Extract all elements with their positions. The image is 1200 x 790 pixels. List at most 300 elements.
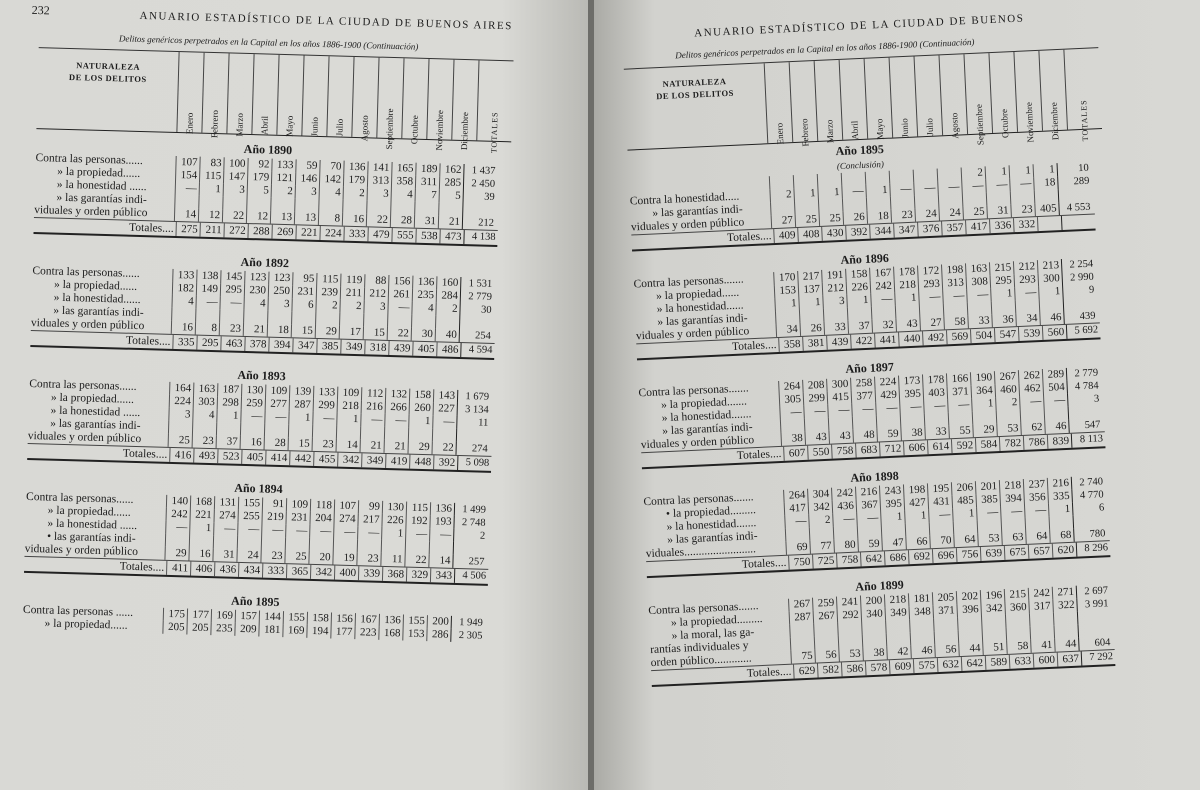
month-header-label: Septiembre — [973, 103, 986, 146]
table-cell — [1006, 627, 1031, 641]
table-cell: 367 — [856, 499, 881, 513]
table-cell — [174, 195, 198, 209]
year-heading: Año 1898 — [850, 468, 900, 485]
table-cell: 295 — [196, 336, 220, 351]
table-cell — [905, 522, 930, 536]
table-cell — [953, 520, 978, 534]
table-cell: 63 — [1001, 531, 1026, 545]
table-cell: 385 — [316, 339, 340, 354]
row-total: 257 — [452, 555, 486, 569]
table-cell: 23 — [219, 322, 243, 336]
month-header-label: Julio — [924, 117, 936, 136]
table-cell — [168, 421, 192, 435]
month-header-label: Octubre — [409, 114, 420, 145]
table-cell: 209 — [234, 623, 258, 637]
table-cell: 31 — [212, 548, 236, 562]
table-cell: 286 — [426, 628, 450, 642]
table-cell: 36 — [991, 313, 1016, 327]
table-cell: 1 — [971, 397, 996, 411]
table-cell: 32 — [871, 319, 896, 333]
table-cell: 21 — [384, 440, 408, 454]
month-header-label: Abril — [849, 120, 861, 140]
table-cell: 460 — [994, 383, 1019, 397]
table-cell: 187 — [217, 383, 241, 397]
table-cell — [390, 201, 414, 215]
table-cell: 46 — [1044, 420, 1069, 434]
table-cell — [294, 198, 318, 212]
table-cell: 368 — [382, 567, 406, 582]
table-cell: 23 — [356, 552, 380, 566]
table-cell: 417 — [965, 219, 990, 234]
table-cell: 332 — [1013, 217, 1038, 232]
table-cell: 162 — [439, 163, 463, 177]
table-cell: 69 — [785, 541, 810, 555]
table-cell — [1005, 614, 1030, 628]
row-total: 2 305 — [450, 629, 484, 643]
table-cell — [886, 632, 911, 646]
table-cell: 147 — [223, 170, 247, 184]
table-cell: 21 — [243, 323, 267, 337]
month-header-label: Marzo — [824, 119, 836, 144]
table-cell: — — [219, 296, 243, 310]
table-cell: 377 — [851, 390, 876, 404]
table-cell — [1020, 408, 1045, 422]
row-label: » la honestidad ...... — [50, 404, 141, 420]
month-header — [426, 59, 453, 151]
table-cell: 200 — [427, 615, 451, 629]
table-cell: 169 — [282, 624, 306, 638]
table-cell — [769, 175, 794, 189]
table-cell — [861, 620, 886, 634]
table-cell: 448 — [409, 455, 433, 470]
table-cell: 411 — [166, 561, 190, 576]
table-cell: — — [213, 522, 237, 536]
table-cell: 141 — [367, 161, 391, 175]
table-cell: 43 — [828, 430, 853, 444]
table-cell: 317 — [1028, 600, 1053, 614]
table-cell: 51 — [982, 641, 1007, 655]
table-cell — [895, 305, 920, 319]
table-cell: 219 — [261, 511, 285, 525]
table-cell: 430 — [821, 226, 846, 241]
table-cell: 149 — [196, 283, 220, 297]
table-cell — [438, 202, 462, 216]
table-cell: 298 — [217, 396, 241, 410]
row-label: viduales y orden público — [24, 542, 139, 559]
month-header — [839, 59, 868, 140]
table-cell — [195, 309, 219, 323]
table-cell: 429 — [875, 389, 900, 403]
table-cell — [841, 172, 866, 186]
table-cell — [237, 536, 261, 550]
row-label: Contra las personas....... — [643, 491, 754, 509]
table-cell — [429, 541, 453, 555]
table-cell: 4 — [192, 409, 216, 423]
table-cell: 227 — [433, 402, 457, 416]
table-cell: 99 — [358, 500, 382, 514]
table-cell: — — [942, 289, 967, 303]
row-label: Contra las personas...... — [29, 377, 137, 393]
table-cell: 360 — [1004, 601, 1029, 615]
year-block — [24, 474, 491, 586]
table-cell — [357, 539, 381, 553]
table-cell: 2 — [271, 185, 295, 199]
table-cell: 83 — [199, 157, 223, 171]
table-cell: 14 — [428, 554, 452, 568]
table-cell: 357 — [941, 220, 966, 235]
table-cell: 344 — [869, 224, 894, 239]
row-label: » las garantías indi- — [56, 191, 148, 207]
table-cell: 255 — [237, 510, 261, 524]
table-cell: 414 — [265, 451, 289, 466]
table-cell: 181 — [258, 623, 282, 637]
table-cell: 358 — [778, 337, 803, 352]
table-cell: 133 — [271, 159, 295, 173]
table-cell: — — [429, 528, 453, 542]
month-header-label: Septiembre — [383, 108, 396, 150]
table-cell: 318 — [364, 340, 388, 355]
table-cell: — — [841, 185, 866, 199]
table-cell: 155 — [283, 611, 307, 625]
column-header-nature — [36, 48, 178, 132]
table-cell: 53 — [838, 647, 863, 661]
table-cell: 620 — [1052, 543, 1077, 558]
table-cell: 41 — [1030, 639, 1055, 653]
row-total — [459, 316, 493, 330]
table-cell — [943, 302, 968, 316]
row-label: • la propiedad......... — [665, 504, 757, 521]
table-cell: 25 — [962, 205, 987, 219]
table-cell: 140 — [166, 495, 190, 509]
month-header — [814, 60, 843, 144]
table-cell: 5 — [439, 189, 463, 203]
table-cell — [213, 535, 237, 549]
table-cell: 29 — [164, 547, 188, 561]
table-cell — [977, 519, 1002, 533]
table-cell: 37 — [847, 320, 872, 334]
table-cell: 243 — [879, 484, 904, 498]
table-cell: 1 — [904, 509, 929, 523]
table-cell: 211 — [340, 287, 364, 301]
table-cell: 26 — [800, 322, 825, 336]
row-total: 30 — [459, 303, 493, 317]
table-cell: 272 — [223, 223, 247, 238]
table-cell: 392 — [433, 455, 457, 470]
table-cell: 132 — [385, 388, 409, 402]
table-cell: 3 — [168, 408, 192, 422]
row-label: viduales y orden público — [30, 316, 145, 333]
table-cell: 123 — [268, 272, 292, 286]
table-cell: 342 — [337, 453, 361, 468]
table-cell: 23 — [192, 435, 216, 449]
table-cell: 1 — [894, 292, 919, 306]
table-cell: 292 — [837, 609, 862, 623]
table-cell: 299 — [803, 392, 828, 406]
table-cell: 88 — [364, 274, 388, 288]
table-cell — [780, 419, 805, 433]
table-cell: — — [875, 402, 900, 416]
table-cell: 409 — [773, 228, 798, 243]
table-cell: 258 — [850, 377, 875, 391]
left-page-content — [0, 0, 590, 642]
table-cell: 169 — [211, 609, 235, 623]
table-cell: 442 — [289, 451, 313, 466]
table-cell: 1 — [408, 415, 432, 429]
table-cell — [240, 423, 264, 437]
table-cell: 123 — [244, 271, 268, 285]
table-cell: 3 — [367, 187, 391, 201]
table-cell: 550 — [807, 445, 832, 460]
table-cell: — — [985, 178, 1010, 192]
table-cell: 34 — [776, 323, 801, 337]
table-cell: 12 — [246, 210, 270, 224]
table-cell: 55 — [948, 424, 973, 438]
table-cell: — — [333, 526, 357, 540]
table-cell: 144 — [259, 610, 283, 624]
row-total: 8 113 — [1071, 432, 1106, 448]
table-cell: 539 — [1018, 326, 1043, 341]
table-cell: 28 — [264, 437, 288, 451]
table-cell — [913, 169, 938, 183]
table-cell: 179 — [343, 174, 367, 188]
row-label: Totales.... — [125, 334, 171, 348]
table-cell: 23 — [890, 209, 915, 223]
table-cell: 692 — [908, 549, 933, 564]
table-cell: 1 — [846, 294, 871, 308]
row-label: Totales.... — [119, 560, 165, 574]
row-label: viduales y orden público — [640, 434, 755, 452]
table-cell: 342 — [808, 501, 833, 515]
table-cell: — — [937, 180, 962, 194]
table-cell: 33 — [823, 321, 848, 335]
table-cell: 173 — [898, 374, 923, 388]
table-cell: 289 — [1042, 368, 1067, 382]
row-total: 3 134 — [457, 403, 491, 417]
table-cell — [929, 521, 954, 535]
row-total: 2 779 — [1066, 366, 1101, 381]
table-cell: 277 — [265, 398, 289, 412]
table-cell: 58 — [943, 315, 968, 329]
table-cell: 4 — [243, 297, 267, 311]
table-cell: — — [870, 293, 895, 307]
table-cell: 2 — [343, 187, 367, 201]
table-cell: 43 — [895, 318, 920, 332]
table-cell — [165, 534, 189, 548]
right-page-content — [594, 3, 1199, 680]
row-label: » la propiedad...... — [57, 165, 141, 180]
table-cell: 64 — [953, 533, 978, 547]
table-cell: 205 — [932, 591, 957, 605]
table-cell — [933, 617, 958, 631]
month-header-label: Agosto — [949, 112, 961, 139]
table-cell: — — [856, 512, 881, 526]
table-cell: — — [918, 290, 943, 304]
table-cell: 40 — [435, 328, 459, 342]
row-total: 4 594 — [460, 343, 494, 358]
row-label: Totales.... — [731, 339, 777, 354]
table-cell: 436 — [214, 562, 238, 577]
table-cell: 405 — [1034, 202, 1059, 216]
table-cell: 204 — [309, 512, 333, 526]
table-cell: 436 — [832, 500, 857, 514]
table-cell: 349 — [361, 453, 385, 468]
table-cell: 92 — [247, 158, 271, 172]
table-cell: 8 — [318, 212, 342, 226]
table-cell: 295 — [220, 283, 244, 297]
table-cell: 16 — [188, 547, 212, 561]
table-cell: 4 — [319, 186, 343, 200]
table-cell: 153 — [774, 284, 799, 298]
row-total: 2 779 — [460, 290, 494, 304]
table-cell: 2 — [769, 188, 794, 202]
table-cell: 216 — [361, 400, 385, 414]
table-cell: 30 — [411, 328, 435, 342]
table-cell: 381 — [802, 336, 827, 351]
table-cell — [216, 422, 240, 436]
table-cell: 441 — [874, 333, 899, 348]
table-cell: 473 — [439, 229, 463, 244]
row-label: Totales.... — [122, 447, 168, 461]
table-cell: 405 — [241, 450, 265, 465]
row-label: » las garantías indi- — [666, 530, 758, 547]
table-cell: 396 — [956, 603, 981, 617]
table-cell: 657 — [1028, 544, 1053, 559]
table-cell: 275 — [175, 222, 199, 237]
table-cell: 201 — [975, 480, 1000, 494]
table-cell: — — [899, 400, 924, 414]
table-cell — [838, 634, 863, 648]
table-cell: 342 — [310, 565, 334, 580]
table-cell: 3 — [822, 295, 847, 309]
table-cell: 313 — [942, 276, 967, 290]
table-cell — [381, 540, 405, 554]
table-cell: 371 — [947, 385, 972, 399]
row-total: 1 499 — [454, 503, 488, 517]
table-cell: 118 — [310, 499, 334, 513]
year-heading: Año 1895 — [835, 141, 885, 159]
table-cell — [309, 538, 333, 552]
table-cell: 91 — [262, 498, 286, 512]
table-cell: 46 — [1039, 311, 1064, 325]
table-cell: 241 — [836, 596, 861, 610]
table-cell — [910, 631, 935, 645]
column-header-total-label: TOTALES — [1079, 99, 1091, 142]
table-cell: 166 — [946, 372, 971, 386]
table-cell: 21 — [360, 439, 384, 453]
table-cell: 569 — [946, 329, 971, 344]
table-cell: 271 — [1052, 586, 1077, 600]
row-total: 4 784 — [1066, 379, 1101, 394]
table-cell: 160 — [436, 276, 460, 290]
table-cell: 392 — [845, 225, 870, 240]
table-cell: 303 — [193, 396, 217, 410]
table-cell: 3 — [295, 185, 319, 199]
table-cell: 100 — [223, 157, 247, 171]
table-cell: 1 — [336, 413, 360, 427]
table-cell: 1 — [189, 521, 213, 535]
table-cell: — — [240, 410, 264, 424]
year-block — [33, 135, 500, 247]
table-cell: 212 — [822, 282, 847, 296]
table-cell — [1039, 298, 1064, 312]
table-cell: 59 — [857, 537, 882, 551]
table-cell — [914, 195, 939, 209]
row-label: » la propiedad...... — [47, 504, 131, 519]
table-cell: — — [387, 301, 411, 315]
month-headers — [764, 50, 1067, 147]
table-cell: 1 — [1048, 503, 1073, 517]
row-total: 604 — [1078, 636, 1113, 651]
table-cell: 1 — [817, 186, 842, 200]
table-cell: 427 — [904, 496, 929, 510]
table-cell: 347 — [292, 338, 316, 353]
row-label: Contra las personas....... — [648, 600, 759, 618]
table-cell — [414, 202, 438, 216]
column-header-nature-line1: NATURALEZA — [662, 76, 727, 89]
table-cell — [900, 413, 925, 427]
table-cell — [789, 624, 814, 638]
table-cell: 239 — [316, 286, 340, 300]
table-cell: 226 — [846, 281, 871, 295]
table-cell: 607 — [783, 446, 808, 461]
month-header — [764, 62, 793, 143]
table-cell: 191 — [821, 269, 846, 283]
table-cell: 335 — [1047, 490, 1072, 504]
table-cell: — — [889, 183, 914, 197]
table-cell: 422 — [850, 334, 875, 349]
table-cell: 216 — [855, 486, 880, 500]
table-cell: 7 — [415, 189, 439, 203]
table-cell: — — [285, 524, 309, 538]
column-header-total-label: TOTALES — [489, 111, 500, 154]
table-cell: 25 — [819, 212, 844, 226]
table-cell: 2 — [315, 299, 339, 313]
table-cell — [962, 192, 987, 206]
table-cell: 288 — [247, 224, 271, 239]
table-cell: 329 — [406, 568, 430, 583]
table-cell: 165 — [391, 162, 415, 176]
table-cell — [285, 537, 309, 551]
column-header-nature-line1: NATURALEZA — [76, 60, 141, 72]
table-cell: — — [309, 525, 333, 539]
table-cell: 267 — [813, 610, 838, 624]
table-cell: 59 — [876, 428, 901, 442]
table-cell — [919, 303, 944, 317]
table-cell: 153 — [402, 627, 426, 641]
table-cell: 231 — [292, 285, 316, 299]
month-header-label: Agosto — [359, 115, 370, 142]
table-cell: 335 — [172, 335, 196, 350]
table-cell — [852, 416, 877, 430]
table-cell: — — [779, 406, 804, 420]
table-cell — [986, 191, 1011, 205]
table-cell: 43 — [804, 431, 829, 445]
table-cell: 62 — [1020, 421, 1045, 435]
table-cell — [342, 200, 366, 214]
table-cell: 347 — [893, 223, 918, 238]
month-header — [1013, 51, 1042, 143]
table-cell: 267 — [994, 370, 1019, 384]
row-label: Totales.... — [736, 447, 782, 462]
table-cell: 782 — [999, 436, 1024, 451]
table-cell: 211 — [199, 223, 223, 238]
table-cell — [996, 409, 1021, 423]
year-heading: Año 1896 — [840, 250, 890, 268]
table-cell: 33 — [967, 314, 992, 328]
table-cell: 133 — [313, 386, 337, 400]
table-cell: 336 — [989, 218, 1014, 233]
table-cell: 333 — [262, 564, 286, 579]
